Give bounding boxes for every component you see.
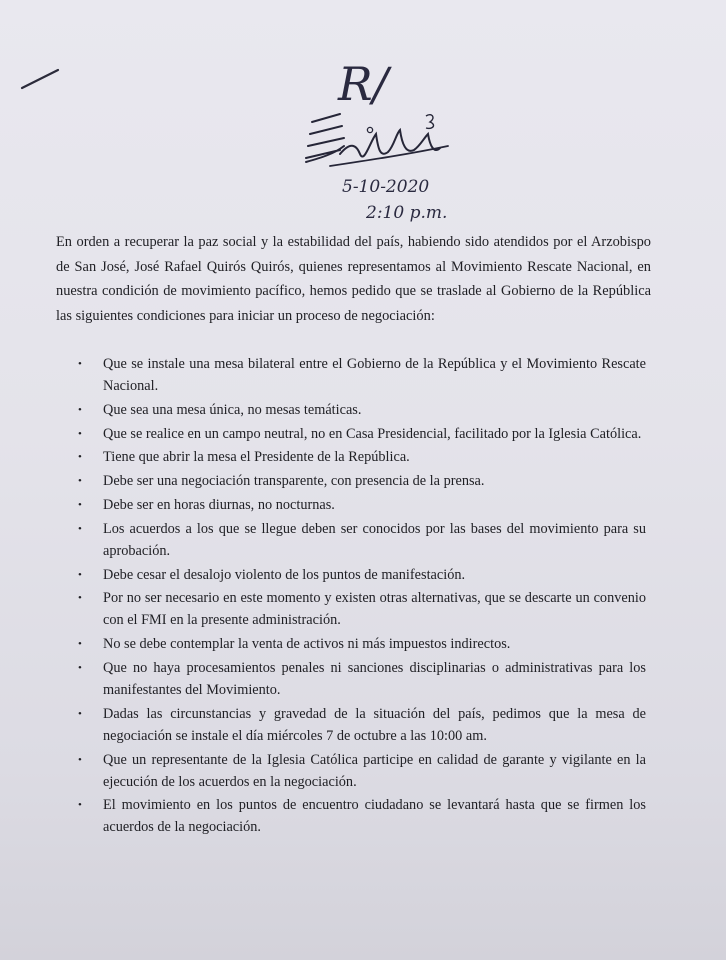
bullet-icon: •: [78, 522, 82, 535]
condition-text: Dadas las circunstancias y gravedad de la situación del país, pedimos que la mesa de negociación se instale el día miércoles 7 de octubre a las 10:00 am.: [103, 705, 646, 744]
handwritten-time: 2:10 p.m.: [366, 203, 448, 223]
handwritten-mark: R/: [338, 57, 389, 111]
condition-item: [76, 518, 646, 562]
bullet-icon: •: [78, 799, 82, 812]
bullet-icon: •: [78, 638, 82, 651]
condition-text: Que se realice en un campo neutral, no en Casa Presidencial, facilitado por la Iglesia Católica.: [103, 425, 642, 442]
condition-text: Debe ser en horas diurnas, no nocturnas.: [103, 496, 335, 513]
condition-item: [76, 446, 646, 468]
bullet-icon: •: [78, 592, 82, 605]
condition-text: Tiene que abrir la mesa el Presidente de la República.: [103, 449, 410, 466]
condition-item: [76, 494, 646, 516]
bullet-icon: •: [78, 753, 82, 766]
condition-item: [76, 657, 646, 701]
signature-scribble: [306, 114, 448, 166]
condition-text: Que se instale una mesa bilateral entre el Gobierno de la República y el Movimiento Rescate Nacional.: [103, 356, 646, 394]
condition-text: Que no haya procesamientos penales ni sanciones disciplinarias o administrativas para los manifestantes del Movimiento.: [103, 659, 646, 698]
condition-text: Que un representante de la Iglesia Católica participe en calidad de garante y vigilante en la ejecución de los acuerdos en la negociación.: [103, 751, 646, 790]
condition-item: [76, 749, 646, 793]
condition-item: [76, 399, 646, 421]
condition-item: [76, 703, 646, 747]
condition-item: [76, 633, 646, 655]
bullet-icon: •: [78, 661, 82, 674]
bullet-icon: •: [78, 475, 82, 488]
condition-text: Que sea una mesa única, no mesas temáticas.: [103, 401, 362, 418]
condition-text: Por no ser necesario en este momento y existen otras alternativas, que se descarte un convenio con el FMI en la presente administración.: [103, 590, 646, 629]
bullet-icon: •: [78, 358, 82, 370]
condition-text: Debe cesar el desalojo violento de los puntos de manifestación.: [103, 566, 466, 583]
condition-text: No se debe contemplar la venta de activos ni más impuestos indirectos.: [103, 636, 511, 653]
bullet-icon: •: [78, 707, 82, 720]
condition-item: [76, 587, 646, 631]
condition-item: [76, 564, 646, 586]
condition-text: El movimiento en los puntos de encuentro ciudadano se levantará hasta que se firmen los acuerdos de la negociación.: [103, 797, 646, 836]
handwritten-date: 5-10-2020: [342, 177, 430, 197]
pen-stroke-mark: [20, 66, 62, 92]
condition-item: [76, 470, 646, 492]
bullet-icon: •: [78, 568, 82, 581]
bullet-icon: •: [78, 451, 82, 464]
handwritten-annotation: [300, 50, 470, 225]
intro-paragraph: En orden a recuperar la paz social y la estabilidad del país, habiendo sido atendidos por el Arzobispo de San José, José Rafael Quirós Quirós, quienes representamos al Movimiento Rescate Nacional, en nuestra condición de movimiento pacífico, hemos pedido que se traslade al Gobierno de la República las siguientes condiciones para iniciar un proceso de negociación:: [56, 234, 651, 324]
condition-item: [76, 353, 646, 397]
condition-item: [76, 794, 646, 838]
conditions-list: [76, 353, 646, 840]
condition-text: Debe ser una negociación transparente, con presencia de la prensa.: [103, 473, 485, 490]
condition-item: [76, 423, 646, 445]
condition-text: Los acuerdos a los que se llegue deben ser conocidos por las bases del movimiento para su aprobación.: [103, 520, 646, 559]
bullet-icon: •: [78, 498, 82, 511]
signature-text: Ezukirtof: [450, 225, 454, 226]
bullet-icon: •: [78, 427, 82, 440]
bullet-icon: •: [78, 403, 82, 416]
